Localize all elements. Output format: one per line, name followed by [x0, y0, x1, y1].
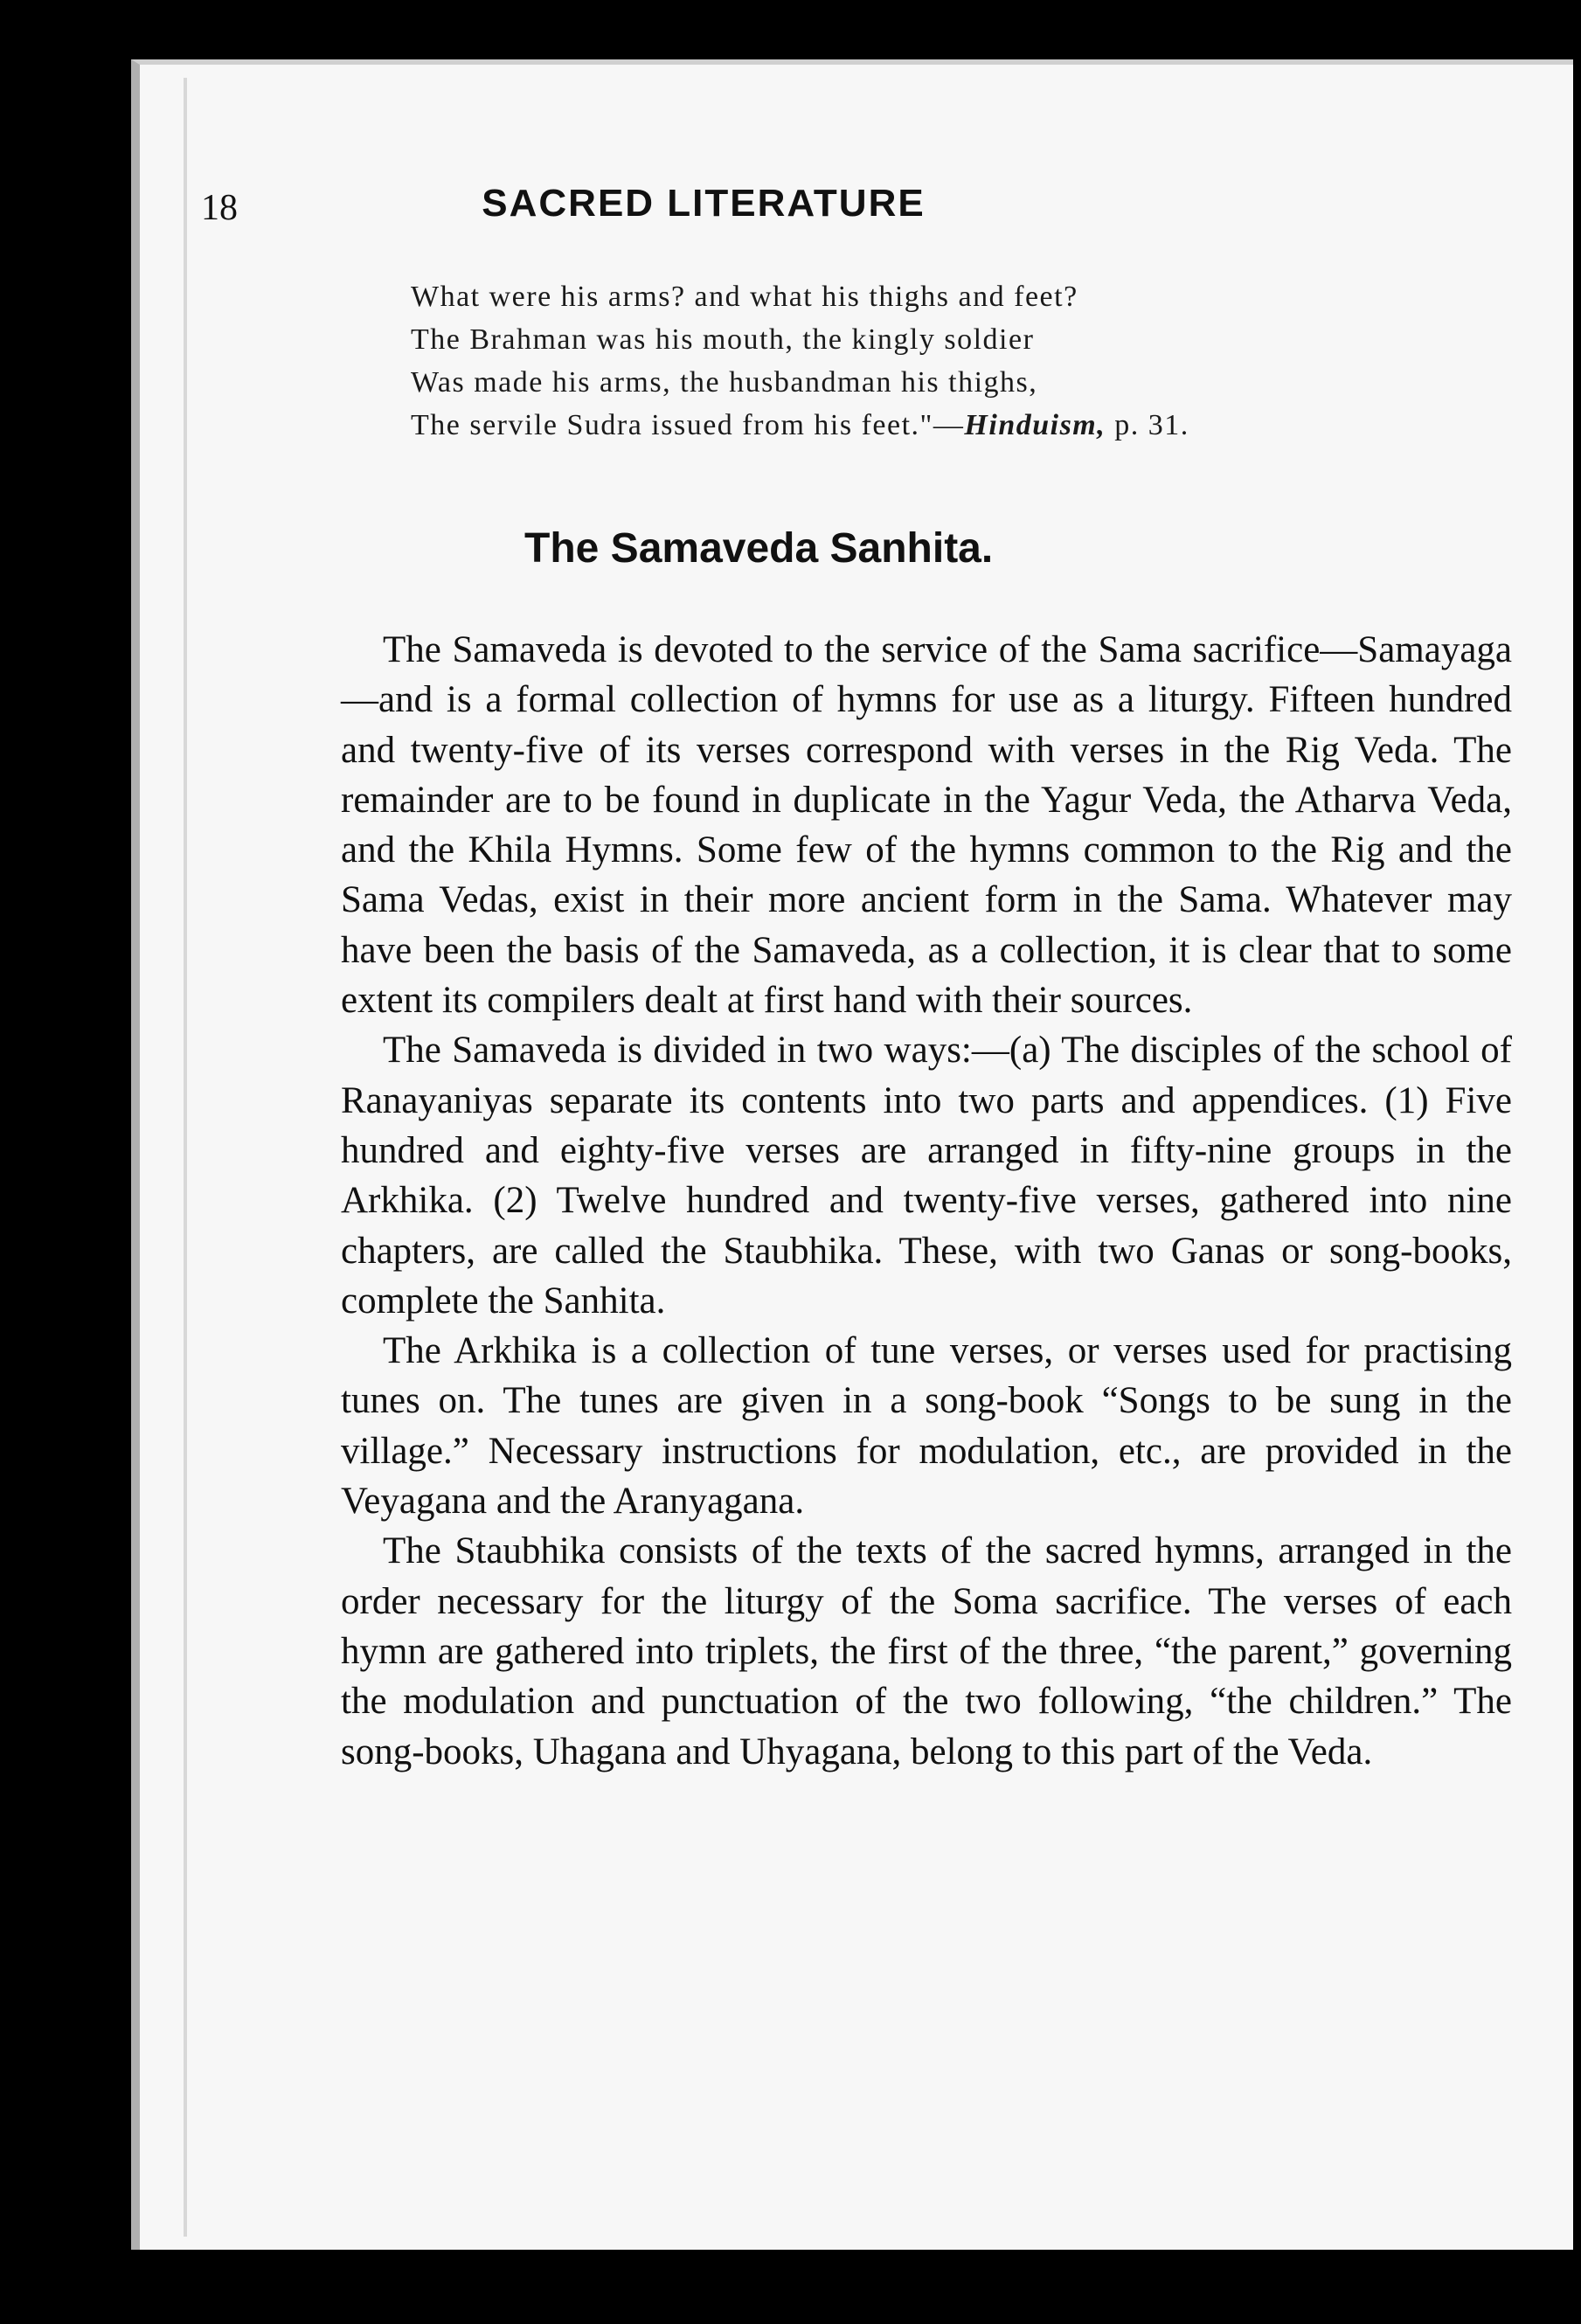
paragraph: The Samaveda is devoted to the service of the Sama sacrifice—Samayaga—and is a formal collection of hymns for use as a liturgy. Fifteen hundred and twenty-five of its verses correspond with verses in the Rig Veda. The remainder are to be found in duplicate in the Yagur Veda, the Atharva Veda, and the Khila Hymns. Some few of the hymns common to the Rig and the Sama Vedas, exist in their more ancient form in the Sama. Whatever may have been the basis of the Samaveda, as a collection, it is clear that to some extent its compilers dealt at first hand with their sources. [341, 629, 1512, 1022]
citation-page: p. 31. [1106, 409, 1189, 441]
paragraph: The Samaveda is divided in two ways:—(a) The disciples of the school of Ranayaniyas separate its contents into two parts and appendices. (1) Five hundred and eighty-five verses are arranged in fifty-nine groups in the Arkhika. (2) Twelve hundred and twenty-five verses, gathered into nine chapters, are called the Staubhika. These, with two Ganas or song-books, complete the Sanhita. [341, 1030, 1512, 1322]
verse-quotation [411, 275, 1416, 447]
verse-line-text: The servile Sudra issued from his feet."— [411, 409, 965, 441]
page-number: 18 [201, 188, 238, 228]
paragraph: The Staubhika consists of the texts of the sacred hymns, arranged in the order necessary for the liturgy of the Soma sacrifice. The verses of each hymn are gathered into triplets, the first of the three, “the parent,” governing the modulation and punctuation of the two following, “the children.” The song-books, Uhagana and Uhyagana, belong to this part of the Veda. [341, 1530, 1512, 1772]
verse-line: Was made his arms, the husbandman his thighs, [411, 366, 1038, 399]
verse-line: The Brahman was his mouth, the kingly soldier [411, 323, 1035, 356]
paragraph: The Arkhika is a collection of tune verses, or verses used for practising tunes on. The tunes are given in a song-book “Songs to be sung in the village.” Necessary instructions for modulation, etc., are provided in the Veyagana and the Aranyagana. [341, 1330, 1512, 1523]
citation-title: Hinduism, [964, 409, 1106, 441]
section-heading: The Samaveda Sanhita. [524, 525, 994, 572]
page-header [201, 182, 1206, 243]
verse-line-with-citation [411, 404, 1416, 447]
body-text [341, 625, 1512, 1777]
page-gutter-edge [184, 78, 187, 2237]
verse-line: What were his arms? and what his thighs and feet? [411, 281, 1078, 313]
running-title: SACRED LITERATURE [482, 182, 926, 225]
